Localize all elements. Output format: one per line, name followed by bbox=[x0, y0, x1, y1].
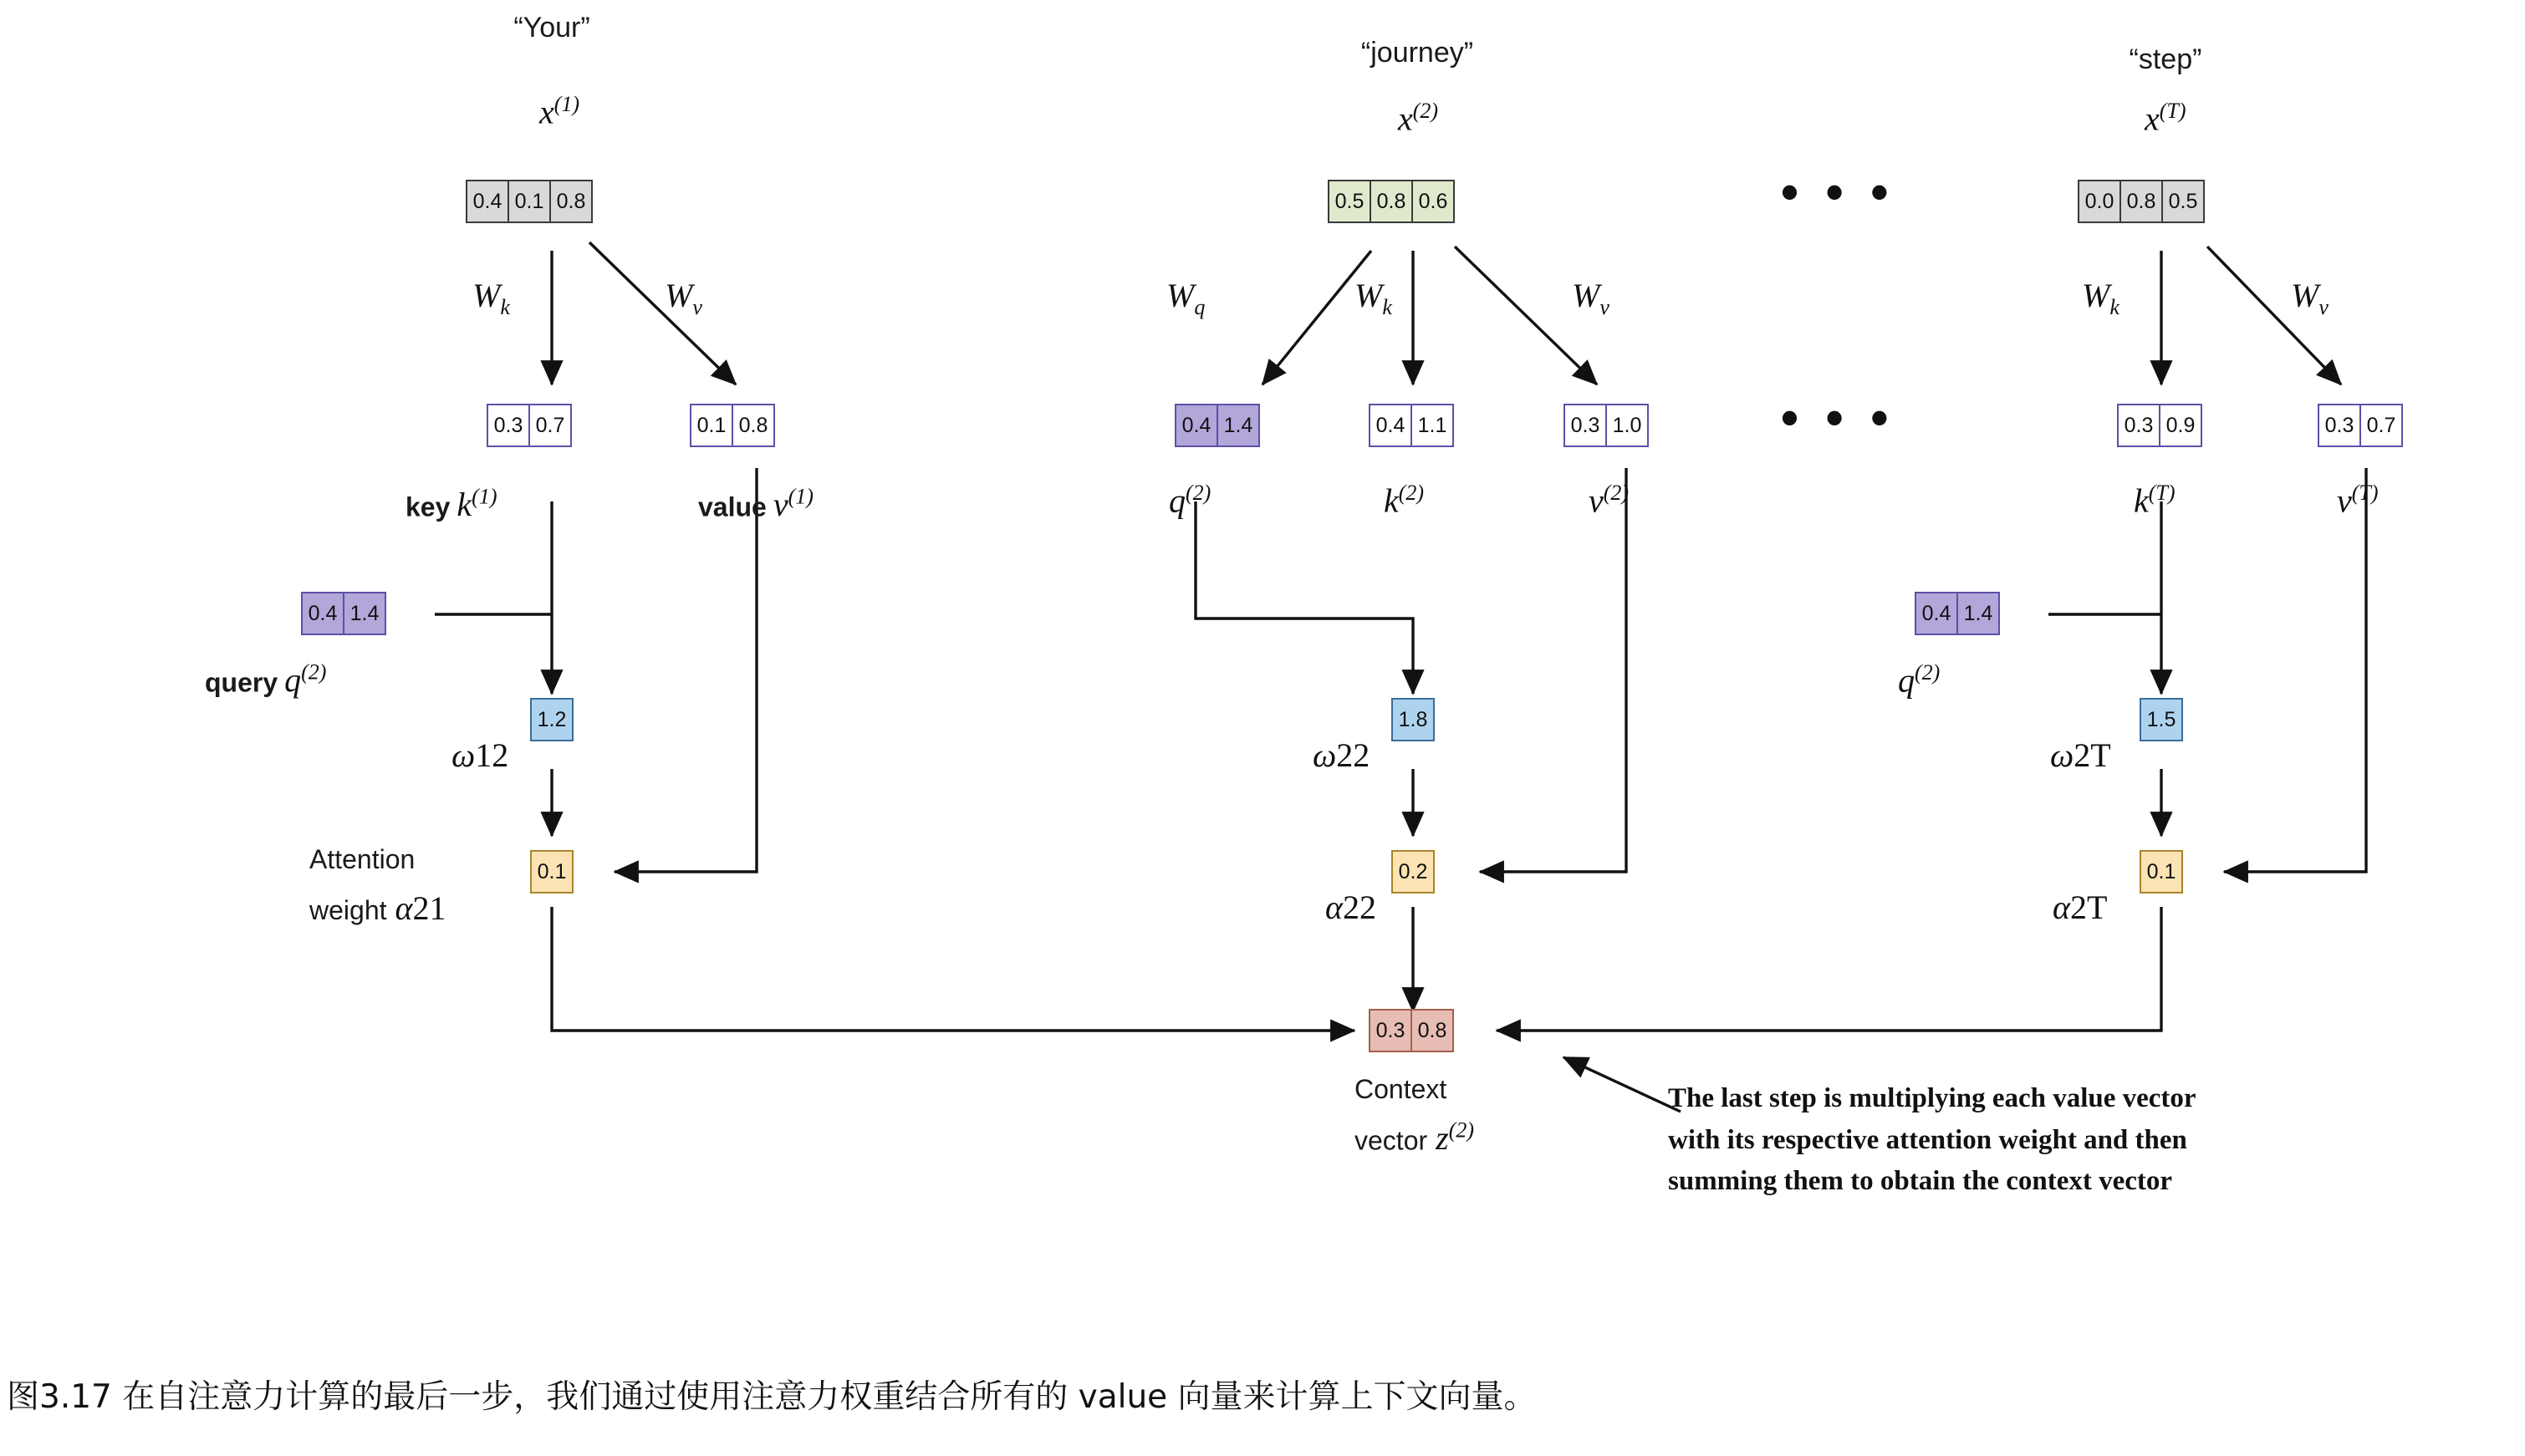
vector-cell: 1.5 bbox=[2140, 698, 2183, 741]
vector-cell: 1.8 bbox=[1391, 698, 1435, 741]
vector-cell: 0.1 bbox=[690, 404, 733, 447]
weight-label-wk-2: $W_k$ bbox=[1354, 277, 1392, 319]
input-label-T: $x^{(T)}$ bbox=[2145, 99, 2186, 138]
vector-cell: 1.0 bbox=[1605, 404, 1649, 447]
query-vector-T bbox=[1915, 592, 2000, 635]
vector-cell: 0.5 bbox=[1328, 180, 1371, 223]
value-label-2: $v^{(2)}$ bbox=[1589, 481, 1630, 520]
vector-cell: 0.4 bbox=[1175, 404, 1218, 447]
vector-cell: 0.0 bbox=[2078, 180, 2121, 223]
input-vector-T bbox=[2078, 180, 2205, 223]
value-vector-1 bbox=[690, 404, 775, 447]
input-vector-1 bbox=[466, 180, 593, 223]
vector-cell: 0.3 bbox=[1563, 404, 1607, 447]
value-label-1: value $v^{(1)}$ bbox=[698, 485, 814, 524]
vector-cell: 0.3 bbox=[2318, 404, 2361, 447]
word-label-T: “step” bbox=[2129, 43, 2202, 75]
vector-cell: 0.8 bbox=[1410, 1009, 1454, 1052]
value-vector-2 bbox=[1563, 404, 1649, 447]
vector-cell: 0.2 bbox=[1391, 850, 1435, 893]
key-label-T: $k^{(T)}$ bbox=[2134, 481, 2176, 520]
vector-cell: 0.8 bbox=[549, 180, 593, 223]
weight-label-wk-T: $W_k$ bbox=[2082, 277, 2119, 319]
vector-cell: 1.4 bbox=[1956, 592, 2000, 635]
vector-cell: 0.8 bbox=[1370, 180, 1413, 223]
key-label-2: $k^{(2)}$ bbox=[1384, 481, 1425, 520]
context-label-line1: Context bbox=[1354, 1074, 1447, 1104]
annotation-line-2: with its respective attention weight and then bbox=[1668, 1124, 2187, 1155]
key-vector-T bbox=[2117, 404, 2202, 447]
query-label-T: $q^{(2)}$ bbox=[1898, 660, 1941, 700]
attention-weight-text-line2: weight α21 bbox=[309, 889, 446, 927]
vector-cell: 0.5 bbox=[2161, 180, 2205, 223]
vector-cell: 0.1 bbox=[508, 180, 551, 223]
value-vector-T bbox=[2318, 404, 2403, 447]
annotation-line-1: The last step is multiplying each value vector bbox=[1668, 1083, 2196, 1113]
ellipsis-middle: • • • bbox=[1781, 389, 1895, 445]
vector-cell: 0.4 bbox=[301, 592, 344, 635]
vector-cell: 0.1 bbox=[2140, 850, 2183, 893]
input-label-2: $x^{(2)}$ bbox=[1398, 99, 1439, 138]
omega-label-2: ω22 bbox=[1313, 736, 1370, 774]
vector-cell: 0.4 bbox=[1915, 592, 1958, 635]
vector-cell: 0.8 bbox=[2119, 180, 2163, 223]
omega-box-T bbox=[2140, 698, 2183, 741]
word-label-1: “Your” bbox=[513, 12, 590, 43]
ellipsis-top: • • • bbox=[1781, 164, 1895, 220]
vector-cell: 0.4 bbox=[466, 180, 509, 223]
vector-cell: 0.8 bbox=[732, 404, 775, 447]
alpha-label-T: α2T bbox=[2053, 888, 2108, 926]
weight-label-wv-2: $W_v$ bbox=[1572, 277, 1609, 319]
vector-cell: 0.4 bbox=[1369, 404, 1412, 447]
key-label-1: key $k^{(1)}$ bbox=[406, 485, 497, 524]
context-label-line2: vector $z^{(2)}$ bbox=[1354, 1118, 1475, 1158]
query-vector-1 bbox=[301, 592, 386, 635]
omega-box-2 bbox=[1391, 698, 1435, 741]
alpha-label-2: α22 bbox=[1325, 888, 1376, 926]
alpha-box-2 bbox=[1391, 850, 1435, 893]
figure-caption: 图3.17 在自注意力计算的最后一步，我们通过使用注意力权重结合所有的 value 向量来计算上下文向量。 bbox=[7, 1378, 1537, 1416]
query-label-2: $q^{(2)}$ bbox=[1169, 481, 1211, 520]
vector-cell: 1.2 bbox=[530, 698, 574, 741]
vector-cell: 1.4 bbox=[343, 592, 386, 635]
vector-cell: 0.1 bbox=[530, 850, 574, 893]
omega-label-1: ω12 bbox=[451, 736, 509, 774]
alpha-box-T bbox=[2140, 850, 2183, 893]
attention-weight-text-line1: Attention bbox=[309, 844, 416, 874]
context-vector bbox=[1369, 1009, 1454, 1052]
input-label-1: $x^{(1)}$ bbox=[539, 92, 580, 131]
vector-cell: 1.4 bbox=[1217, 404, 1260, 447]
vector-cell: 0.9 bbox=[2159, 404, 2202, 447]
weight-label-wv-1: $W_v$ bbox=[665, 277, 702, 319]
vector-cell: 0.6 bbox=[1411, 180, 1455, 223]
alpha-box-1 bbox=[530, 850, 574, 893]
vector-cell: 0.3 bbox=[1369, 1009, 1412, 1052]
vector-cell: 0.3 bbox=[487, 404, 530, 447]
vector-cell: 0.7 bbox=[2359, 404, 2403, 447]
input-vector-2 bbox=[1328, 180, 1455, 223]
weight-label-wk-1: $W_k$ bbox=[472, 277, 510, 319]
query-label-1: query $q^{(2)}$ bbox=[205, 660, 327, 700]
vector-cell: 0.3 bbox=[2117, 404, 2160, 447]
weight-label-wq-2: $W_q$ bbox=[1166, 277, 1206, 319]
vector-cell: 1.1 bbox=[1410, 404, 1454, 447]
weight-label-wv-T: $W_v$ bbox=[2291, 277, 2329, 319]
omega-box-1 bbox=[530, 698, 574, 741]
value-label-T: $v^{(T)}$ bbox=[2337, 481, 2379, 520]
key-vector-2 bbox=[1369, 404, 1454, 447]
key-vector-1 bbox=[487, 404, 572, 447]
omega-label-T: ω2T bbox=[2050, 736, 2111, 774]
vector-cell: 0.7 bbox=[528, 404, 572, 447]
annotation-note bbox=[1668, 1078, 2196, 1203]
query-vector-2 bbox=[1175, 404, 1260, 447]
word-label-2: “journey” bbox=[1360, 37, 1474, 69]
annotation-line-3: summing them to obtain the context vector bbox=[1668, 1166, 2173, 1196]
